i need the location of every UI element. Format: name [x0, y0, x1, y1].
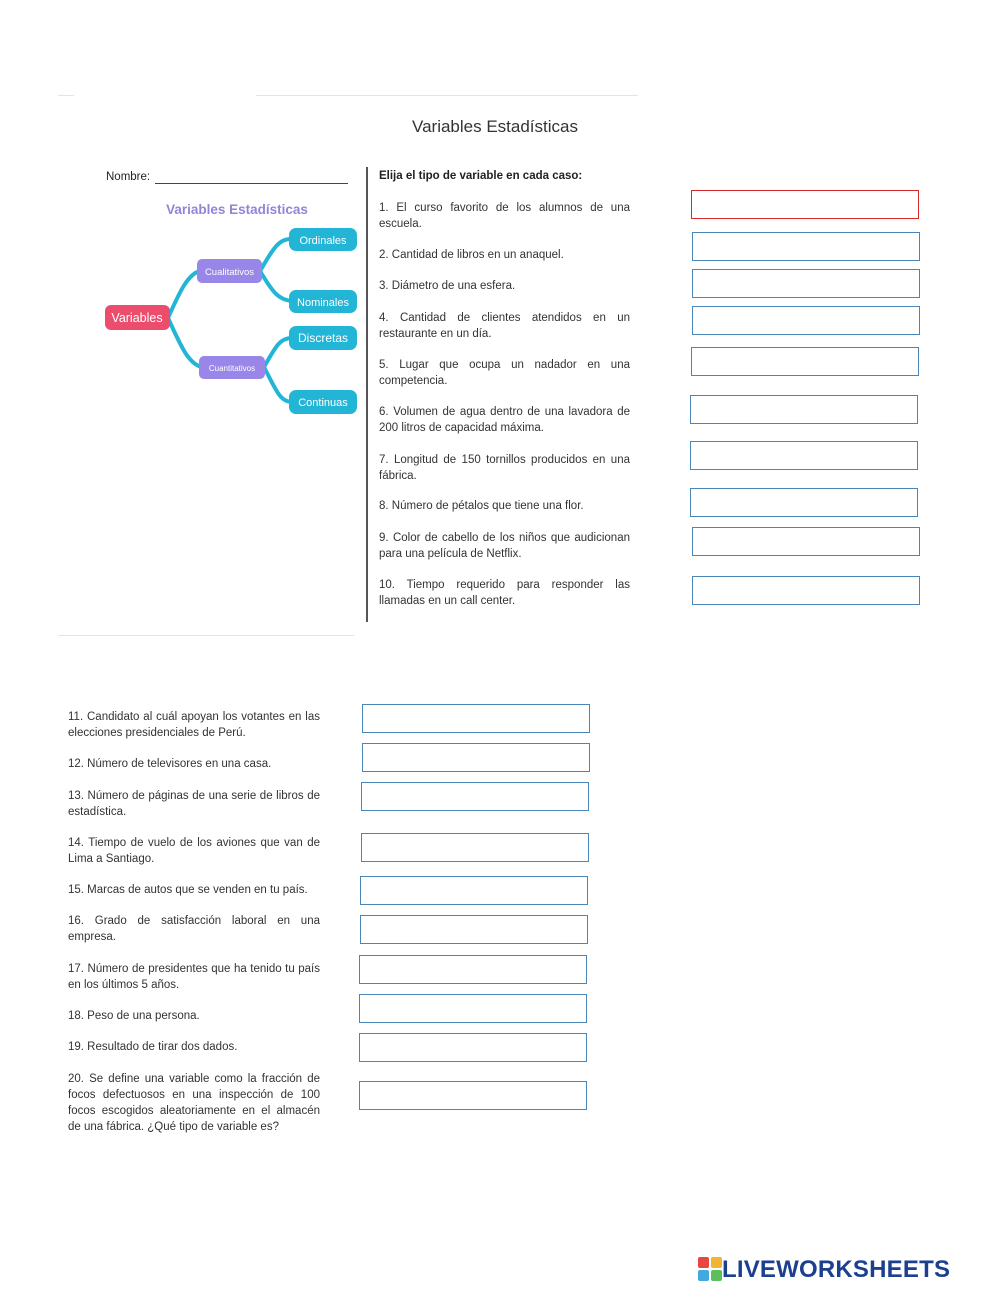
answer-input-2[interactable]	[692, 232, 920, 261]
branch-line	[168, 271, 200, 318]
answer-input-10[interactable]	[692, 576, 920, 605]
question-10: 10. Tiempo requerido para responder las llamadas en un call center.	[379, 579, 630, 607]
branch-line	[260, 239, 292, 271]
node-ordinales-label: Ordinales	[299, 235, 347, 247]
answer-input-13[interactable]	[361, 782, 589, 811]
answer-input-5[interactable]	[691, 347, 919, 376]
answer-input-4[interactable]	[692, 306, 920, 335]
answer-input-6[interactable]	[690, 395, 918, 424]
answer-input-14[interactable]	[361, 833, 589, 862]
question-2: 2. Cantidad de libros en un anaquel.	[379, 249, 564, 261]
node-cualitativos-label: Cualitativos	[204, 267, 255, 278]
question-18: 18. Peso de una persona.	[68, 1010, 200, 1022]
node-discretas-label: Discretas	[297, 331, 349, 345]
question-7: 7. Longitud de 150 tornillos producidos en una fábrica.	[379, 454, 630, 482]
question-15: 15. Marcas de autos que se venden en tu país.	[68, 884, 308, 896]
question-4: 4. Cantidad de clientes atendidos en un restaurante en un día.	[379, 312, 630, 340]
branch-line	[168, 318, 202, 367]
question-9: 9. Color de cabello de los niños que audicionan para una película de Netflix.	[379, 532, 630, 560]
answer-input-19[interactable]	[359, 1033, 587, 1062]
question-14: 14. Tiempo de vuelo de los aviones que van de Lima a Santiago.	[68, 837, 320, 865]
answer-input-3[interactable]	[692, 269, 920, 298]
question-12: 12. Número de televisores en una casa.	[68, 758, 272, 770]
node-continuas-label: Continuas	[298, 397, 348, 409]
branch-line	[264, 338, 292, 367]
question-6: 6. Volumen de agua dentro de una lavadora de 200 litros de capacidad máxima.	[379, 406, 630, 434]
answer-input-9[interactable]	[692, 527, 920, 556]
name-label: Nombre:	[106, 171, 151, 183]
answer-input-11[interactable]	[362, 704, 590, 733]
node-variables-label: Variables	[111, 311, 163, 325]
question-8: 8. Número de pétalos que tiene una flor.	[379, 500, 584, 512]
answer-input-17[interactable]	[359, 955, 587, 984]
answer-input-7[interactable]	[690, 441, 918, 470]
mindmap-diagram	[100, 196, 362, 424]
answer-input-18[interactable]	[359, 994, 587, 1023]
liveworksheets-logo-icon	[698, 1257, 722, 1283]
answer-input-8[interactable]	[690, 488, 918, 517]
question-19: 19. Resultado de tirar dos dados.	[68, 1041, 238, 1053]
question-11: 11. Candidato al cuál apoyan los votantes en las elecciones presidenciales de Perú.	[68, 711, 320, 739]
question-20: 20. Se define una variable como la fracción de focos defectuosos en una inspección de 100 focos escogidos aleatoriamente en el almacén de una fábrica. ¿Qué tipo de variable es?	[68, 1073, 320, 1133]
liveworksheets-logo	[698, 1256, 950, 1284]
question-3: 3. Diámetro de una esfera.	[379, 280, 516, 292]
answer-input-1[interactable]	[691, 190, 919, 219]
question-1: 1. El curso favorito de los alumnos de una escuela.	[379, 202, 630, 230]
worksheet-title: Variables Estadísticas	[412, 117, 578, 136]
page-edge-line	[256, 95, 638, 96]
name-line	[155, 183, 348, 184]
instructions: Elija el tipo de variable en cada caso:	[379, 170, 583, 182]
node-nominales-label: Nominales	[297, 297, 349, 309]
page-edge-line	[58, 635, 354, 636]
branch-line	[260, 271, 292, 301]
answer-input-20[interactable]	[359, 1081, 587, 1110]
answer-input-16[interactable]	[360, 915, 588, 944]
question-16: 16. Grado de satisfacción laboral en una empresa.	[68, 915, 320, 943]
liveworksheets-logo-text: LIVEWORKSHEETS	[722, 1256, 951, 1283]
answer-input-15[interactable]	[360, 876, 588, 905]
mindmap-title: Variables Estadísticas	[166, 202, 308, 217]
question-17: 17. Número de presidentes que ha tenido tu país en los últimos 5 años.	[68, 963, 320, 991]
answer-input-12[interactable]	[362, 743, 590, 772]
column-divider	[366, 167, 368, 622]
question-13: 13. Número de páginas de una serie de libros de estadística.	[68, 790, 320, 818]
node-cuantitativos-label: Cuantitativos	[208, 364, 256, 373]
branch-line	[264, 367, 292, 402]
question-5: 5. Lugar que ocupa un nadador en una competencia.	[379, 359, 630, 387]
page-edge-line	[58, 95, 74, 96]
